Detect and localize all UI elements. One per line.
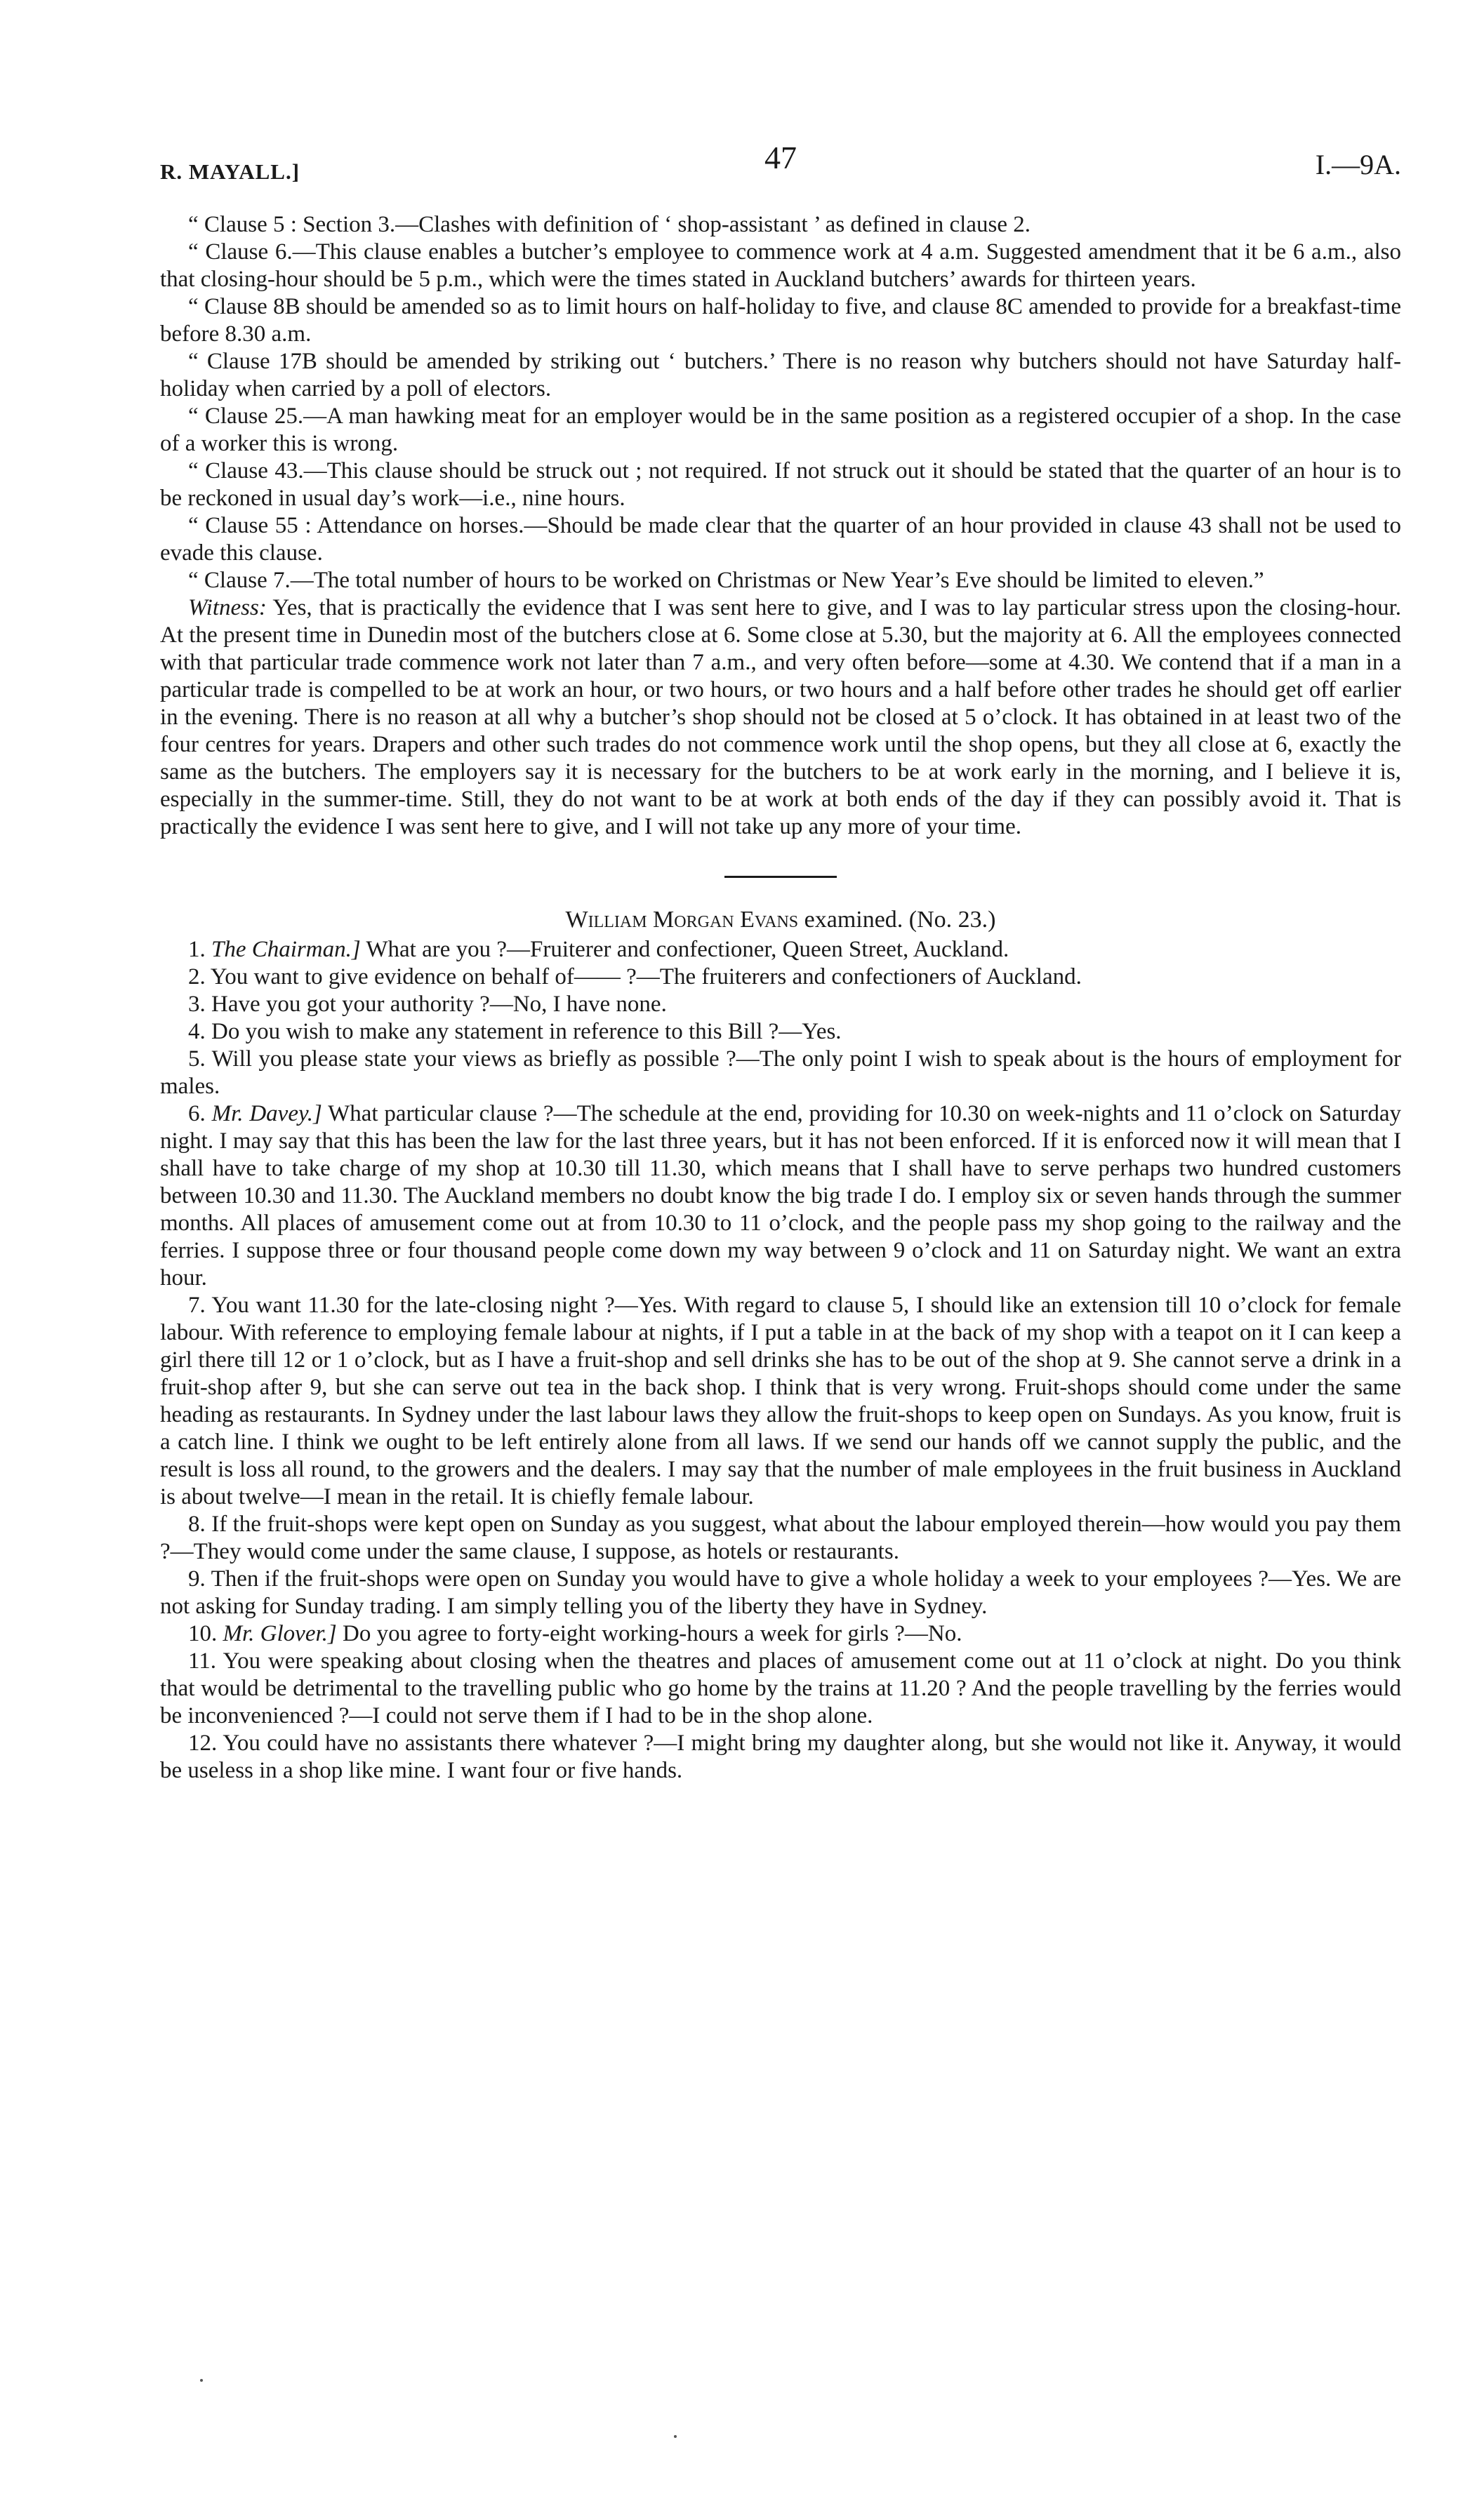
page-number: 47 <box>764 140 797 175</box>
speaker: The Chairman.] <box>211 937 361 962</box>
clause-paragraph: “ Clause 25.—A man hawking meat for an employer would be in the same position as a registered occupier of a shop. In the case of a worker this is wrong. <box>160 404 1401 456</box>
speaker: Mr. Glover.] <box>223 1621 337 1646</box>
witness-label: Witness: <box>188 595 267 620</box>
witness-text: Yes, that is practically the evidence that I was sent here to give, and I was to lay particular stress upon the closing-hour. At the present time in Dunedin most of the butchers close at 6. Some close at 5.30, but the majority at 6. All the employees connected with that particular trade commence work not later than 7 a.m., and very often before—some at 4.30. We contend that if a man in a particular trade is compelled to be at work an hour, or two hours, or two hours and a half before other trades he should get off earlier in the evening. There is no reason at all why a butcher’s shop should not be closed at 5 o’clock. It has obtained in at least two of the four centres for years. Drapers and other such trades do not commence work until the shop opens, but they all close at 6, exactly the same as the butchers. The employers say it is necessary for the butchers to be at work early in the morning, and I believe it is, especially in the summer-time. Still, they do not want to be at work at both ends of the day if they can possibly avoid it. That is practically the evidence I was sent here to give, and I will not take up any more of your time. <box>160 595 1401 839</box>
document-reference: I.—9A. <box>1315 149 1401 180</box>
examinee-name: William Morgan Evans <box>565 907 799 933</box>
clause-suggestions <box>160 211 1401 594</box>
question-list <box>160 936 1401 1785</box>
question-item: 1. The Chairman.] What are you ?—Fruiterer and confectioner, Queen Street, Auckland. <box>188 937 1009 962</box>
question-item: 9. Then if the fruit-shops were open on Sunday you would have to give a whole holiday a week to your employees ?—Yes. We are not asking for Sunday trading. I am simply telling you of the liberty they have in Sydney. <box>160 1566 1402 1619</box>
section-heading <box>160 906 1401 933</box>
clause-paragraph: “ Clause 7.—The total number of hours to be worked on Christmas or New Year’s Eve should be limited to eleven.” <box>188 568 1264 593</box>
scan-speck <box>200 2379 203 2382</box>
scan-speck <box>674 2435 677 2438</box>
question-item: 10. Mr. Glover.] Do you agree to forty-eight working-hours a week for girls ?—No. <box>188 1621 962 1646</box>
witness-statement <box>160 594 1401 841</box>
clause-paragraph: “ Clause 5 : Section 3.—Clashes with definition of ‘ shop-assistant ’ as defined in clause 2. <box>188 212 1031 237</box>
section-heading-rest: examined. (No. 23.) <box>798 907 996 933</box>
question-item: 12. You could have no assistants there whatever ?—I might bring my daughter along, but she would not like it. Anyway, it would be useless in a shop like mine. I want four or five hands. <box>160 1731 1401 1783</box>
question-item: 2. You want to give evidence on behalf of—— ?—The fruiterers and confectioners of Auckland. <box>188 964 1082 989</box>
question-item: 4. Do you wish to make any statement in reference to this Bill ?—Yes. <box>188 1019 842 1044</box>
clause-paragraph: “ Clause 43.—This clause should be struck out ; not required. If not struck out it should be stated that the quarter of an hour is to be reckoned in usual day’s work—i.e., nine hours. <box>160 458 1401 511</box>
question-item: 3. Have you got your authority ?—No, I have none. <box>188 992 667 1017</box>
clause-paragraph: “ Clause 8B should be amended so as to limit hours on half-holiday to five, and clause 8C amended to provide for a breakfast-time before 8.30 a.m. <box>160 294 1401 347</box>
question-item: 5. Will you please state your views as briefly as possible ?—The only point I wish to speak about is the hours of employment for males. <box>160 1046 1401 1099</box>
question-item: 11. You were speaking about closing when the theatres and places of amusement come out at 11 o’clock at night. Do you think that would be detrimental to the travelling public who go home by the trains at 11.20 ? And the people travelling by the ferries would be inconvenienced ?—I could not serve them if I had to be in the shop alone. <box>160 1648 1401 1728</box>
header-witness-name: R. MAYALL.] <box>160 159 300 184</box>
page-header <box>160 140 1401 186</box>
question-item: 6. Mr. Davey.] What particular clause ?—The schedule at the end, providing for 10.30 on week-nights and 11 o’clock on Saturday night. I may say that this has been the law for the last three years, but it has not been enforced. If it is enforced now it will mean that I shall have to take charge of my shop at 10.30 till 11.30, which means that I shall have to serve perhaps two hundred customers between 10.30 and 11.30. The Auckland members no doubt know the big trade I do. I employ six or seven hands through the summer months. All places of amusement come out at from 10.30 to 11 o’clock, and the people pass my shop going to the railway and the ferries. I suppose three or four thousand people come down my way between 9 o’clock and 11 on Saturday night. We want an extra hour. <box>160 1101 1402 1291</box>
clause-paragraph: “ Clause 55 : Attendance on horses.—Should be made clear that the quarter of an hour provided in clause 43 shall not be used to evade this clause. <box>160 513 1401 566</box>
speaker: Mr. Davey.] <box>211 1101 322 1126</box>
section-divider <box>724 876 837 878</box>
question-item: 7. You want 11.30 for the late-closing night ?—Yes. With regard to clause 5, I should like an extension till 10 o’clock for female labour. With reference to employing female labour at nights, if I put a table in at the back of my shop with a teapot on it I can keep a girl there till 12 or 1 o’clock, but as I have a fruit-shop and sell drinks she has to be out of the shop at 9. She cannot serve a drink in a fruit-shop after 9, but she can serve out tea in the back shop. I think that is very wrong. Fruit-shops should come under the same heading as restaurants. In Sydney under the last labour laws they allow the fruit-shops to keep open on Sundays. As you know, fruit is a catch line. I think we ought to be left entirely alone from all laws. If we send our hands off we cannot supply the public, and the result is loss all round, to the growers and the dealers. I may say that the number of male employees in the fruit business in Auckland is about twelve—I mean in the retail. It is chiefly female labour. <box>160 1293 1401 1509</box>
question-item: 8. If the fruit-shops were kept open on Sunday as you suggest, what about the labour employed therein—how would you pay them ?—They would come under the same clause, I suppose, as hotels or restaurants. <box>160 1512 1401 1564</box>
clause-paragraph: “ Clause 6.—This clause enables a butcher’s employee to commence work at 4 a.m. Suggested amendment that it be 6 a.m., also that closing-hour should be 5 p.m., which were the times stated in Auckland butchers’ awards for thirteen years. <box>160 239 1401 292</box>
clause-paragraph: “ Clause 17B should be amended by striking out ‘ butchers.’ There is no reason why butchers should not have Saturday half-holiday when carried by a poll of electors. <box>160 349 1401 401</box>
